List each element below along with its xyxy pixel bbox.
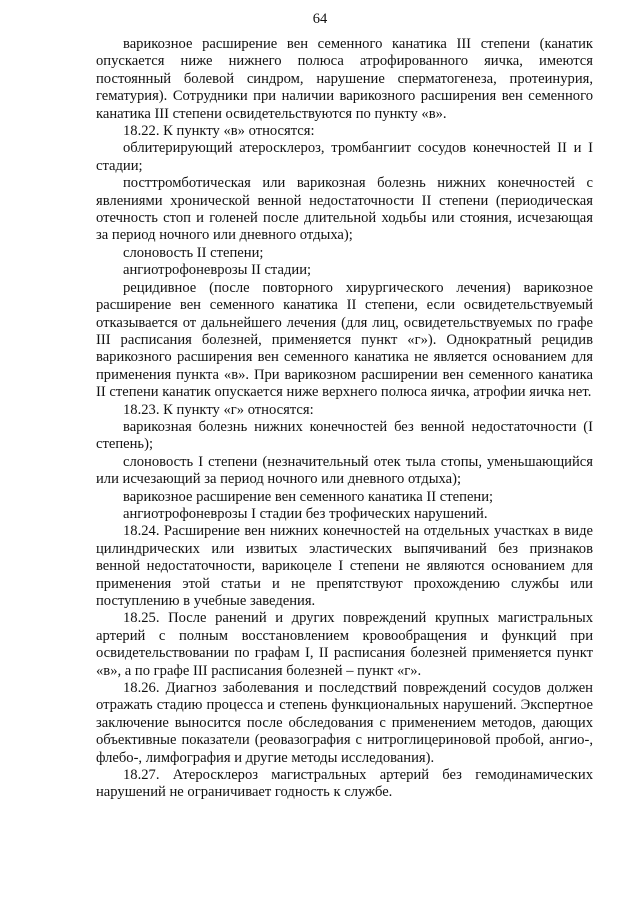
paragraph: слоновость II степени; [123,244,264,261]
paragraph: рецидивное (после повторного хирургического лечения) варикозное расширение вен семенного канатика II степени, если освидетельствуемый отказывается от дальнейшего лечения (для лиц, освидетельствуемых по графе III расписания болезней, применяется пункт «г»). Однократный рецидив варикозного расширения вен семенного канатика не является основанием для применения пункта «в». При варикозном расширении вен семенного канатика II степени канатик опускается ниже верхнего полюса яичка, атрофии яичка нет. [96,279,593,401]
paragraph: 18.22. К пункту «в» относятся: [123,123,315,140]
paragraph: слоновость I степени (незначительный отек тыла стопы, уменьшающийся или исчезающий за период ночного или дневного отдыха); [96,453,593,488]
page-number: 64 [312,11,328,27]
document-body [96,36,593,802]
paragraph: 18.23. К пункту «г» относятся: [123,401,314,418]
paragraph: варикозная болезнь нижних конечностей без венной недостаточности (I степень); [96,418,593,453]
paragraph: посттромботическая или варикозная болезнь нижних конечностей с явлениями хронической венной недостаточности II степени (периодическая отечность стоп и голеней после длительной ходьбы или стояния, исчезающая за период ночного или дневного отдыха); [96,175,593,244]
paragraph: 18.27. Атеросклероз магистральных артерий без гемодинамических нарушений не ограничивает годность к службе. [96,767,593,801]
paragraph: 18.25. После ранений и других повреждений крупных магистральных артерий с полным восстановлением кровообращения и функций при освидетельствовании по графам I, II расписания болезней применяется пункт «в», а по графе III расписания болезней – пункт «г». [96,610,593,679]
paragraph: облитерирующий атеросклероз, тромбангиит сосудов конечностей II и I стадии; [96,140,593,174]
paragraph: варикозное расширение вен семенного канатика II степени; [123,488,494,505]
paragraph: ангиотрофоневрозы II стадии; [123,262,312,279]
paragraph: 18.24. Расширение вен нижних конечностей на отдельных участках в виде цилиндрических или извитых эластических выпячиваний без признаков венной недостаточности, варикоцеле I степени не являются основанием для применения этой статьи и не препятствуют прохождению службы или поступлению в учебные заведения. [96,523,593,609]
paragraph: варикозное расширение вен семенного канатика III степени (канатик опускается ниже нижнего полюса атрофированного яичка, имеются постоянный болевой синдром, нарушение сперматогенеза, протеинурия, гематурия). Сотрудники при наличии варикозного расширения вен семенного канатика III степени освидетельствуются по пункту «в». [96,36,593,122]
paragraph: 18.26. Диагноз заболевания и последствий повреждений сосудов должен отражать стадию процесса и степень функциональных нарушений. Экспертное заключение выносится после обследования с применением методов, дающих объективные показатели (реовазография с нитроглицериновой пробой, ангио-, флебо-, лимфография и другие методы исследования). [96,680,593,766]
paragraph: ангиотрофоневрозы I стадии без трофических нарушений. [123,505,488,522]
